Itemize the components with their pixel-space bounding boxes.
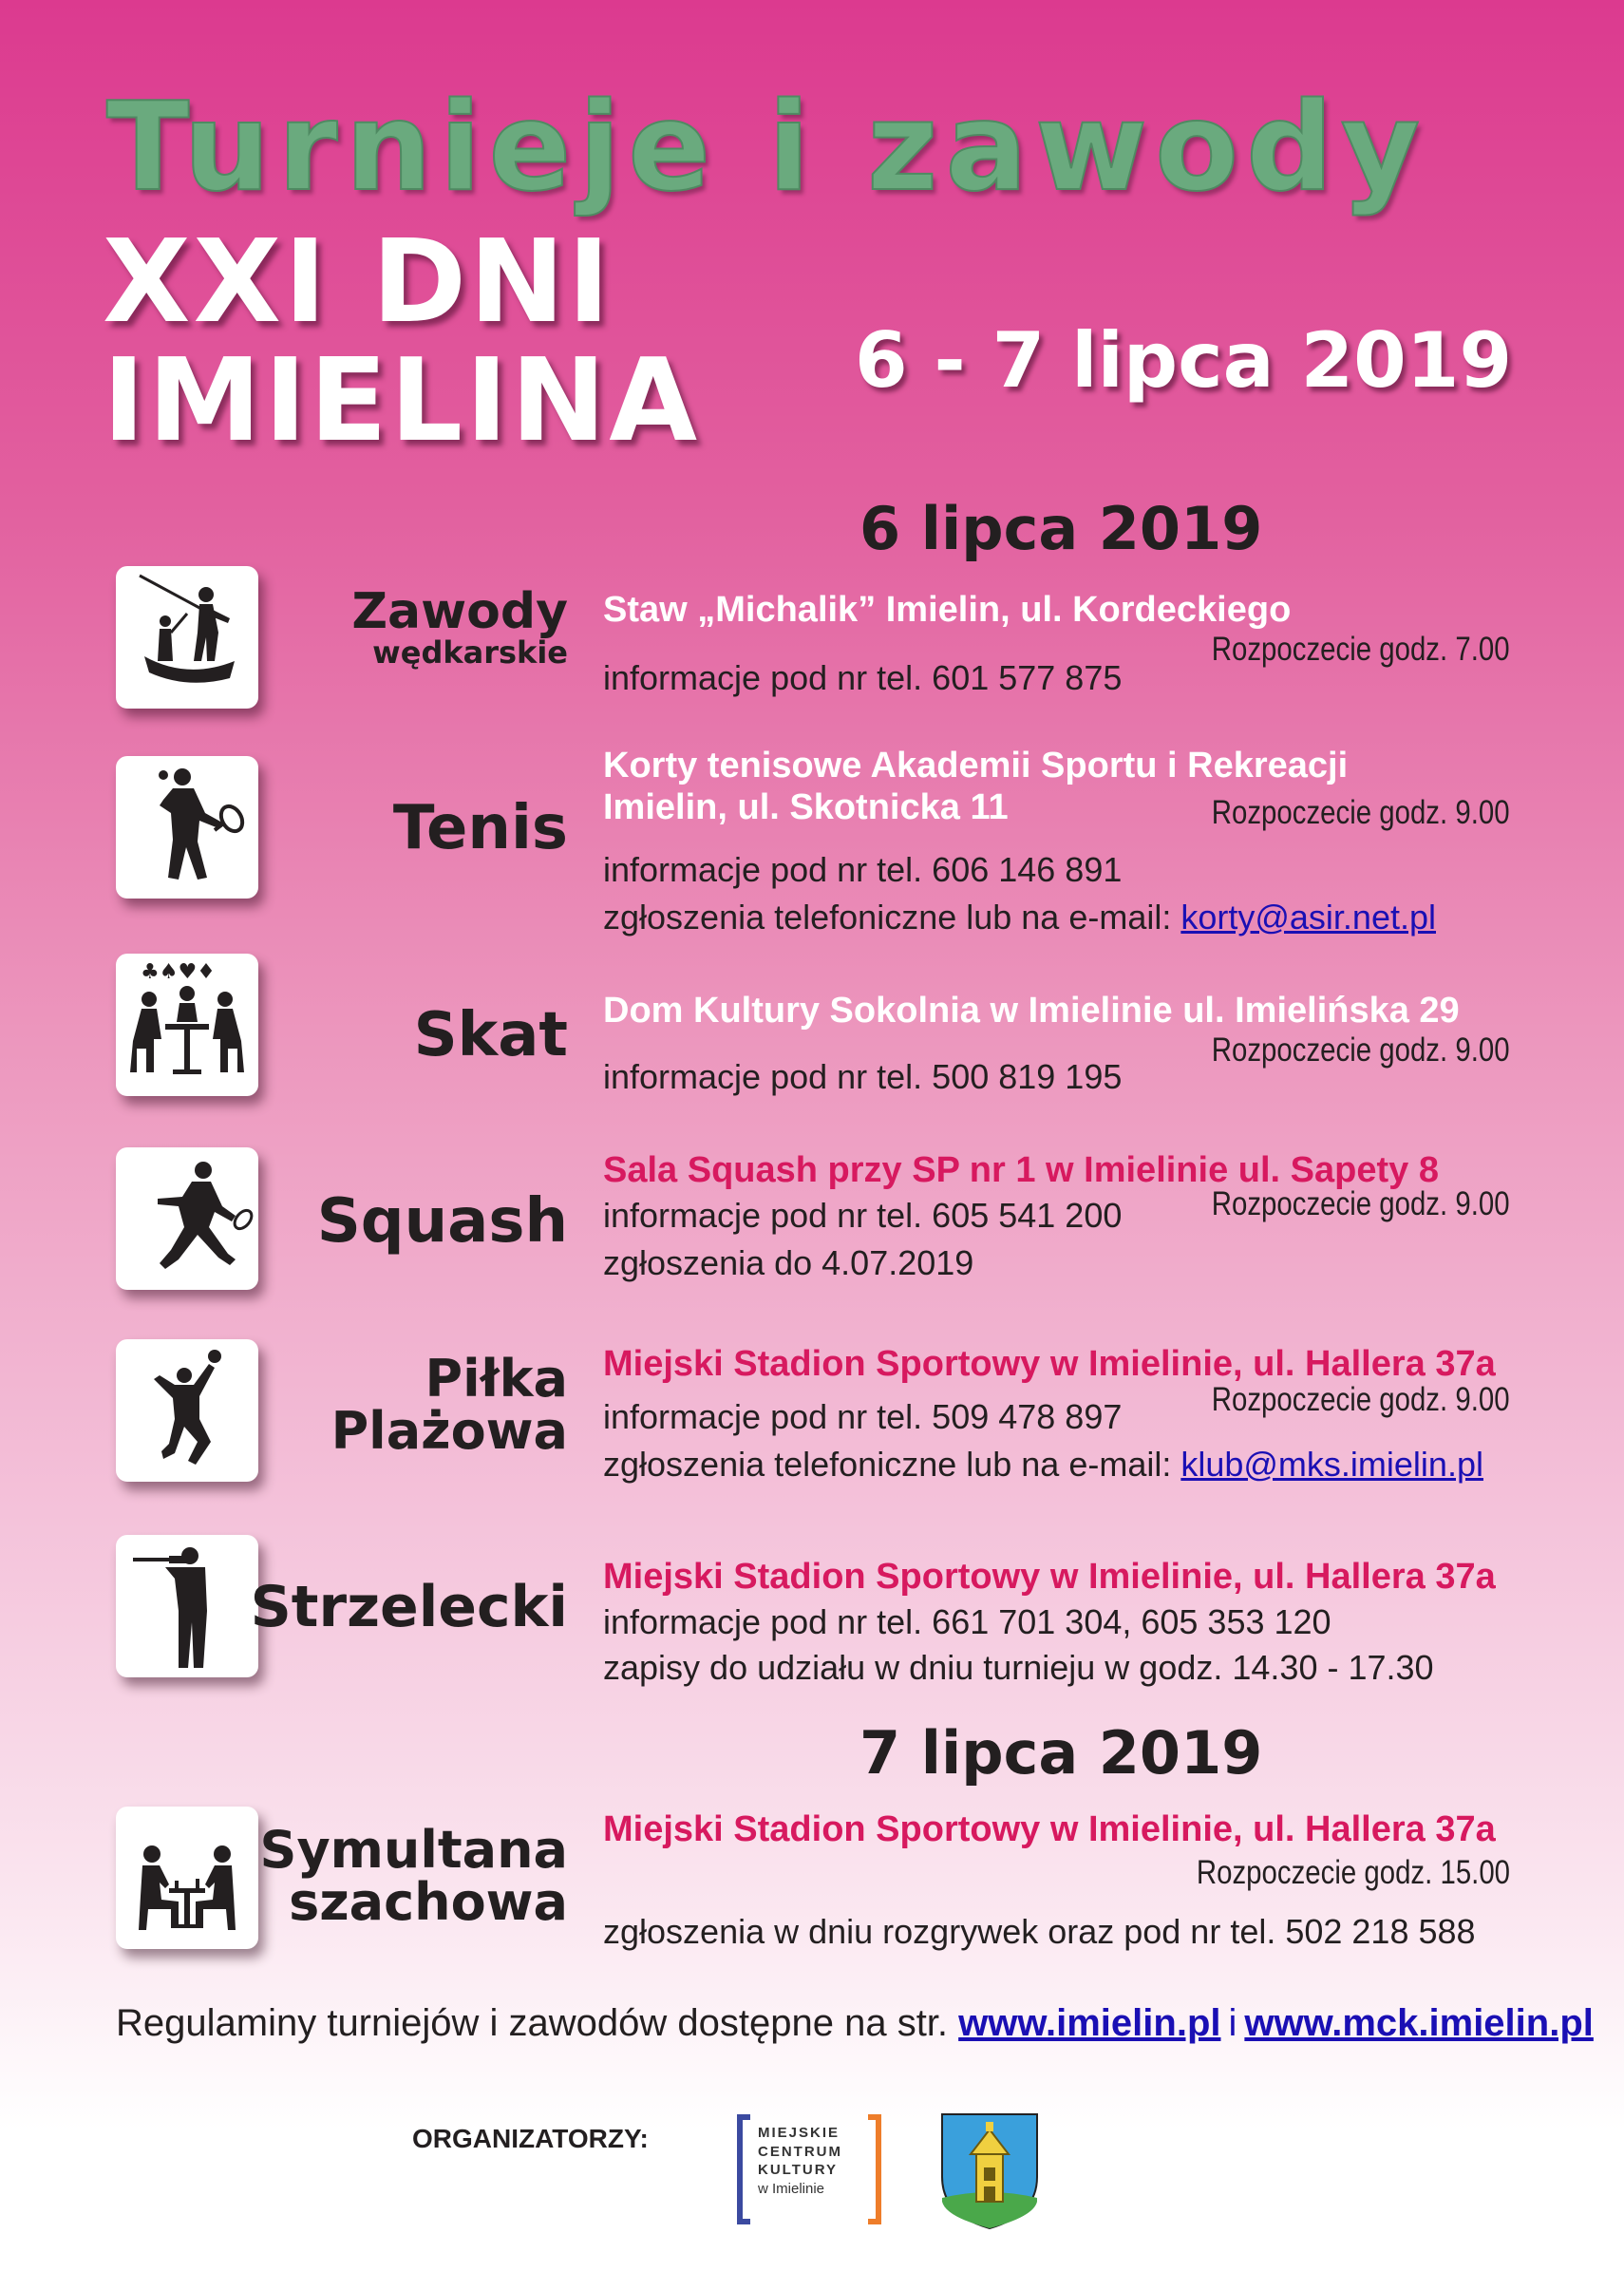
mck-logo-text [758, 2124, 842, 2198]
venue-line2: Imielin, ul. Skotnicka 11 [603, 787, 1009, 827]
mck-line4: w Imielinie [758, 2180, 825, 2197]
info-phone: informacje pod nr tel. 601 577 875 [603, 658, 1123, 697]
info-registration: zgłoszenia w dniu rozgrywek oraz pod nr tel. 502 218 588 [603, 1912, 1476, 1951]
info-phone: informacje pod nr tel. 661 701 304, 605 353 120 [603, 1602, 1331, 1641]
tennis-icon [116, 756, 258, 899]
day2-heading: 7 lipca 2019 [859, 1718, 1263, 1788]
card-game-icon [116, 954, 258, 1096]
info-phone: informacje pod nr tel. 605 541 200 [603, 1196, 1123, 1235]
event-name-line2: wędkarskie [372, 634, 568, 672]
start-time: Rozpoczecie godz. 9.00 [1212, 1185, 1510, 1222]
info-phone: informacje pod nr tel. 509 478 897 [603, 1397, 1123, 1436]
start-time: Rozpoczecie godz. 9.00 [1212, 1381, 1510, 1418]
event-name [413, 1000, 568, 1070]
festival-name-line2: IMIELINA [103, 334, 701, 467]
event-name-line1: Squash [316, 1186, 568, 1257]
day1-heading: 6 lipca 2019 [859, 494, 1263, 563]
mck-line2: CENTRUM [758, 2143, 842, 2160]
event-name-line1: Strzelecki [250, 1574, 568, 1640]
info-phone: informacje pod nr tel. 606 146 891 [603, 850, 1123, 889]
mck-logo [737, 2114, 881, 2224]
event-name-line1: Zawody [351, 583, 568, 640]
info-registration: zgłoszenia do 4.07.2019 [603, 1243, 974, 1282]
event-name [316, 1186, 568, 1257]
event-name-line1: Skat [413, 1000, 568, 1070]
venue: Dom Kultury Sokolnia w Imielinie ul. Imielińska 29 [603, 991, 1460, 1031]
venue: Miejski Stadion Sportowy w Imielinie, ul. Hallera 37a [603, 1344, 1496, 1384]
shooter-icon [116, 1535, 258, 1677]
mck-link[interactable]: www.mck.imielin.pl [1244, 2002, 1594, 2044]
festival-name-line1: XXI DNI [103, 217, 614, 349]
event-name [330, 1349, 568, 1462]
event-name [250, 1574, 568, 1640]
start-time: Rozpoczecie godz. 9.00 [1212, 794, 1510, 831]
festival-dates: 6 - 7 lipca 2019 [855, 316, 1513, 405]
event-name-line2: szachowa [289, 1872, 568, 1933]
start-time: Rozpoczecie godz. 9.00 [1212, 1031, 1510, 1069]
link-separator: i [1228, 2002, 1237, 2044]
info-registration [603, 1444, 1483, 1485]
mck-line1: MIEJSKIE [758, 2125, 840, 2141]
event-name-line2: Plażowa [330, 1401, 568, 1462]
imielin-link[interactable]: www.imielin.pl [958, 2002, 1221, 2044]
venue: Miejski Stadion Sportowy w Imielinie, ul. Hallera 37a [603, 1809, 1496, 1849]
festival-name [103, 217, 701, 467]
organizers-label: ORGANIZATORZY: [412, 2124, 649, 2153]
chess-icon [116, 1807, 258, 1949]
info-registration [603, 897, 1436, 937]
beach-volleyball-icon [116, 1339, 258, 1482]
email-link[interactable]: korty@asir.net.pl [1180, 898, 1436, 937]
svg-text:♣♠♥♦: ♣♠♥♦ [141, 960, 216, 984]
rules-note [116, 2002, 1594, 2045]
event-name-line1: Symultana [259, 1820, 568, 1880]
start-time: Rozpoczecie godz. 15.00 [1196, 1854, 1510, 1891]
event-name-line1: Piłka [425, 1349, 568, 1409]
event-name-line1: Tenis [392, 793, 568, 863]
rules-text: Regulaminy turniejów i zawodów dostępne na str. [116, 2002, 959, 2044]
squash-icon [116, 1147, 258, 1290]
coat-of-arms-icon [938, 2110, 1041, 2232]
event-name [259, 1820, 568, 1933]
start-time: Rozpoczecie godz. 7.00 [1212, 631, 1510, 668]
registration-text: zgłoszenia telefoniczne lub na e-mail: [603, 1445, 1181, 1484]
email-link[interactable]: klub@mks.imielin.pl [1180, 1445, 1483, 1484]
venue: Sala Squash przy SP nr 1 w Imielinie ul. Sapety 8 [603, 1150, 1439, 1190]
venue: Staw „Michalik” Imielin, ul. Kordeckiego [603, 590, 1292, 630]
info-registration: zapisy do udziału w dniu turnieju w godz. 14.30 - 17.30 [603, 1648, 1434, 1687]
info-phone: informacje pod nr tel. 500 819 195 [603, 1057, 1123, 1096]
event-name [392, 793, 568, 863]
event-name [351, 583, 568, 672]
logo-bracket-right [868, 2114, 881, 2224]
venue: Miejski Stadion Sportowy w Imielinie, ul. Hallera 37a [603, 1557, 1496, 1597]
mck-line3: KULTURY [758, 2162, 838, 2178]
venue-line1: Korty tenisowe Akademii Sportu i Rekreacji [603, 746, 1349, 785]
registration-text: zgłoszenia telefoniczne lub na e-mail: [603, 898, 1181, 937]
fishing-icon [116, 566, 258, 709]
logo-bracket-left [737, 2114, 750, 2224]
poster-title: Turnieje i zawody [106, 77, 1428, 218]
